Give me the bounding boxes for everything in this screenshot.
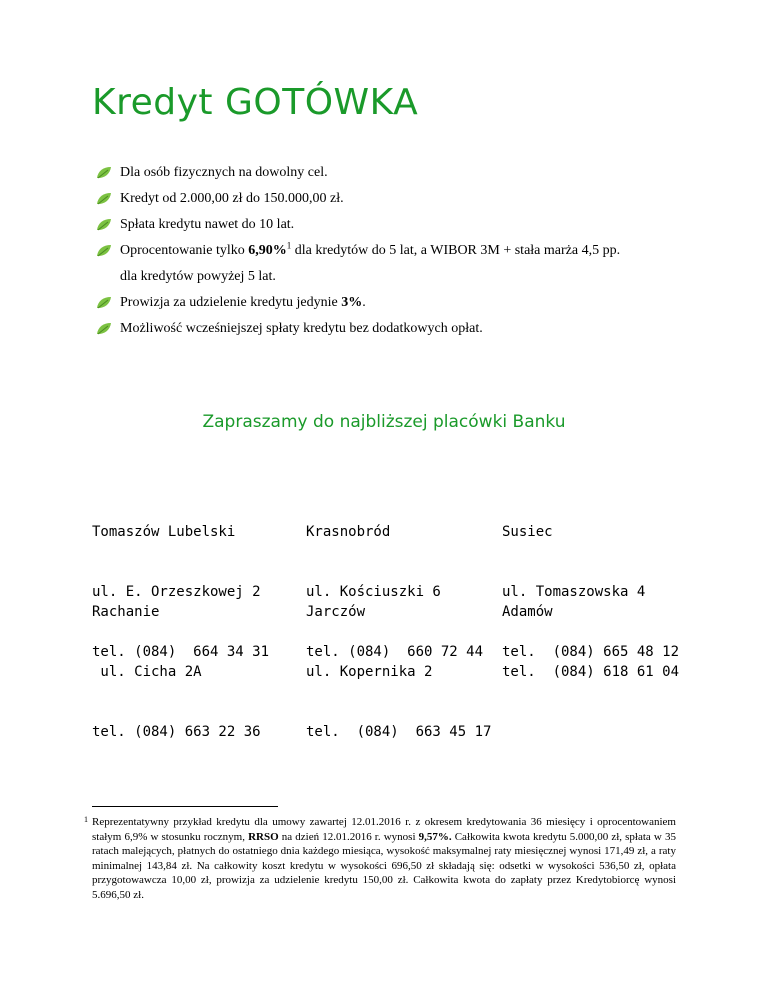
branch-name: Krasnobród	[306, 524, 391, 540]
branch-name: Adamów	[502, 604, 553, 620]
page-title: Kredyt GOTÓWKA	[92, 82, 419, 123]
branch-phone: tel. (084) 663 45 17	[306, 724, 492, 740]
interest-rate-value: 6,90%	[248, 243, 287, 258]
list-item-text: Dla osób fizycznych na dowolny cel.	[120, 165, 328, 180]
green-leaf-icon	[96, 322, 112, 336]
branch-name: Susiec	[502, 524, 553, 540]
commission-value: 3%	[341, 295, 363, 310]
list-item-text: .	[362, 295, 366, 310]
green-leaf-icon	[96, 244, 112, 258]
list-item-text: Możliwość wcześniejszej spłaty kredytu bez dodatkowych opłat.	[120, 321, 483, 336]
rrso-label: RRSO	[248, 830, 279, 843]
branch-name: Tomaszów Lubelski	[92, 524, 236, 540]
branch-adamow	[502, 562, 679, 702]
green-leaf-icon	[96, 166, 112, 180]
list-item	[96, 212, 696, 238]
feature-list	[96, 160, 696, 342]
branch-jarczow	[306, 562, 491, 762]
footnote-text: na dzień 12.01.2016 r. wynosi	[278, 830, 419, 843]
list-item	[96, 160, 696, 186]
branch-street: ul. E. Orzeszkowej 2	[92, 584, 261, 600]
list-item	[96, 238, 696, 264]
footnote-text: Całkowita kwota kredytu 5.000,00 zł, spłata w 35 ratach malejących, płatnych do ostatniego dnia każdego miesiąca, wysokość maksymalnej raty miesięcznej wynosi 171,49 zł, a raty minimalnej 143,84 zł. Na całkowity koszt kredytu w wysokości 696,50 zł składają się: odsetki w wysokości 536,50 zł, opłata przygotowawcza 10,00 zł, prowizja za udzielenie kredytu 150,00 zł. Całkowita kwota do zapłaty przez Kredytobiorcę wynosi 5.696,50 zł.	[92, 830, 676, 901]
green-leaf-icon	[96, 296, 112, 310]
branch-street: ul. Kościuszki 6	[306, 584, 441, 600]
branch-name: Jarczów	[306, 604, 366, 620]
footnote	[84, 815, 676, 902]
green-leaf-icon	[96, 192, 112, 206]
list-item-text: Spłata kredytu nawet do 10 lat.	[120, 217, 295, 232]
branch-street: ul. Cicha 2A	[92, 664, 202, 680]
branch-phone: tel. (084) 660 72 44	[306, 644, 484, 660]
rrso-value: 9,57%.	[418, 830, 452, 843]
list-item-text: Kredyt od 2.000,00 zł do 150.000,00 zł.	[120, 191, 344, 206]
footnote-separator	[92, 806, 278, 807]
list-item	[96, 316, 696, 342]
branch-street: ul. Tomaszowska 4	[502, 584, 646, 600]
branch-street: ul. Kopernika 2	[306, 664, 433, 680]
list-item-text: dla kredytów do 5 lat, a WIBOR 3M + stała marża 4,5 pp.	[291, 243, 621, 258]
branch-phone: tel. (084) 665 48 12	[502, 644, 680, 660]
branch-rachanie	[92, 562, 261, 762]
branch-name: Rachanie	[92, 604, 160, 620]
footnote-number: 1	[84, 815, 88, 824]
list-item-text: Prowizja za udzielenie kredytu jedynie	[120, 295, 342, 310]
list-item	[96, 186, 696, 212]
footnote-text: Reprezentatywny przykład kredytu dla umowy zawartej 12.01.2016 r. z okresem kredytowania 36 miesięcy i oprocentowaniem stałym 6,9% w stosunku rocznym,	[92, 816, 676, 843]
list-item-text: Oprocentowanie tylko	[120, 243, 249, 258]
branch-phone: tel. (084) 664 34 31	[92, 644, 270, 660]
list-item	[96, 290, 696, 316]
footnote-reference: 1	[286, 240, 292, 251]
invitation-heading: Zapraszamy do najbliższej placówki Banku	[202, 412, 566, 432]
green-leaf-icon	[96, 218, 112, 232]
branch-phone: tel. (084) 618 61 04	[502, 664, 680, 680]
branch-phone: tel. (084) 663 22 36	[92, 724, 261, 740]
list-item-continuation: dla kredytów powyżej 5 lat.	[120, 269, 276, 284]
